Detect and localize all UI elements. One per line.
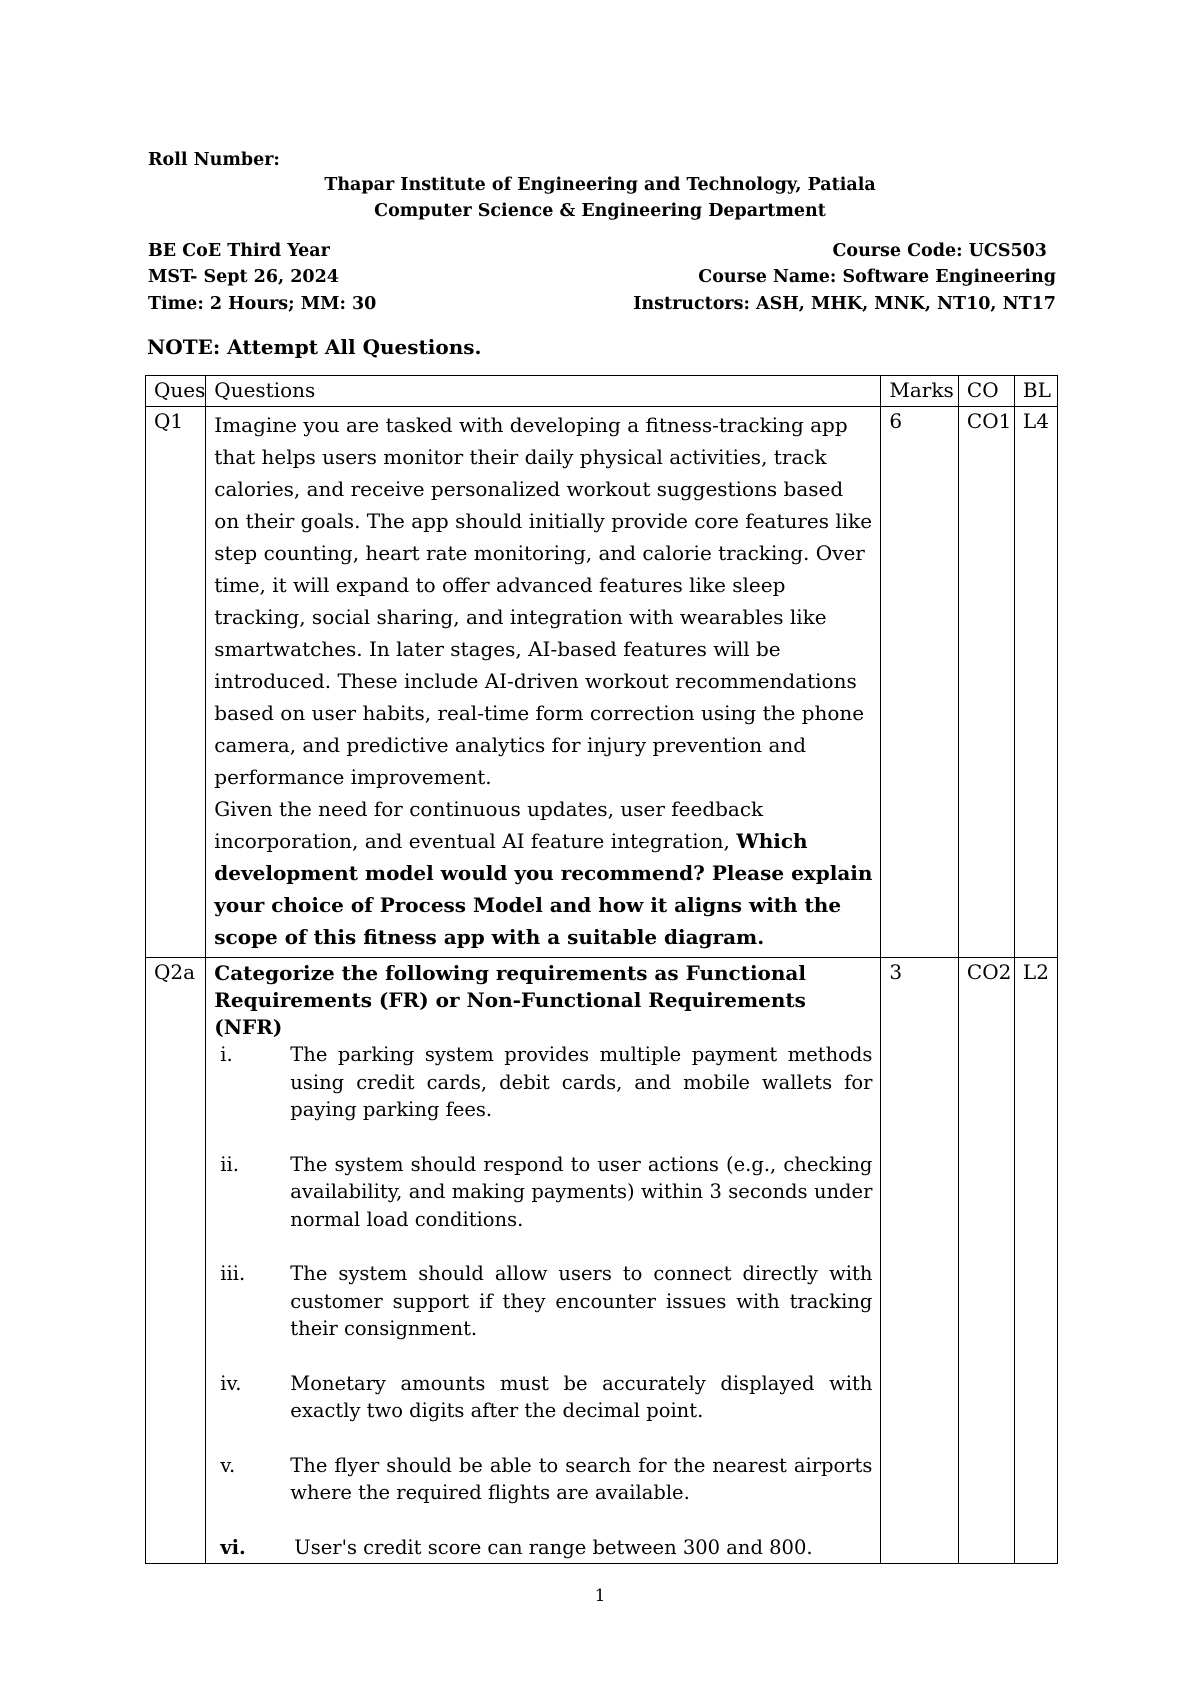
q1-body: Imagine you are tasked with developing a fitness-tracking app that helps users monitor their daily physical activities, track calories, and receive personalized workout suggestions based on their goals. The app should initially provide core features like step counting, heart rate monitoring, and calorie tracking. Over time, it will expand to offer advanced features like sleep tracking, social sharing, and integration with wearables like smartwatches. In later stages, AI-based features will be introduced. These include AI-driven workout recommendations based on user habits, real-time form correction using the phone camera, and predictive analytics for injury prevention and performance improvement. — [214, 413, 873, 789]
department-name: Computer Science & Engineering Department — [374, 201, 826, 221]
table-row-q1 — [146, 407, 1058, 958]
institute-name: Thapar Institute of Engineering and Technology, Patiala — [324, 175, 876, 195]
q2a-title: Categorize the following requirements as Functional Requirements (FR) or Non-Functional Requirements (NFR) — [214, 961, 806, 1039]
header-bl: BL — [1014, 376, 1057, 407]
q1-text — [206, 407, 881, 958]
q2a-list — [214, 1041, 872, 1561]
q2a-id: Q2a — [146, 958, 206, 1564]
list-item: v. The flyer should be able to search for the nearest airports where the required flights are available. — [220, 1453, 873, 1504]
exam-date: MST- Sept 26, 2024 — [148, 267, 339, 287]
q2a-bl: L2 — [1014, 958, 1057, 1564]
q2a-marks: 3 — [881, 958, 959, 1564]
header-co: CO — [958, 376, 1014, 407]
q1-marks: 6 — [881, 407, 959, 958]
instructors: Instructors: ASH, MHK, MNK, NT10, NT17 — [633, 294, 1056, 314]
course-code: Course Code: UCS503 — [832, 241, 1047, 261]
table-header-row — [146, 376, 1058, 407]
q1-body-2: Given the need for continuous updates, user feedback incorporation, and eventual AI feature integration, — [214, 797, 764, 853]
q1-id: Q1 — [146, 407, 206, 958]
list-item: iv. Monetary amounts must be accurately displayed with exactly two digits after the decimal point. — [220, 1371, 873, 1422]
program-info: BE CoE Third Year — [148, 241, 330, 261]
q1-co: CO1 — [958, 407, 1014, 958]
q2a-co: CO2 — [958, 958, 1014, 1564]
q1-bold-question: Which development model would you recommend? Please explain your choice of Process Model and how it aligns with the scope of this fitness app with a suitable diagram. — [214, 829, 873, 949]
q2a-text — [206, 958, 881, 1564]
list-item: i. The parking system provides multiple payment methods using credit cards, debit cards, and mobile wallets for paying parking fees. — [220, 1043, 873, 1121]
roll-number-label: Roll Number: — [148, 150, 280, 170]
list-item: ii. The system should respond to user actions (e.g., checking availability, and making payments) within 3 seconds under normal load conditions. — [220, 1152, 873, 1231]
table-row-q2a — [146, 958, 1058, 1564]
header-ques: Ques — [146, 376, 206, 407]
course-name: Course Name: Software Engineering — [698, 267, 1056, 287]
page-number: 1 — [594, 1586, 606, 1606]
header-marks: Marks — [881, 376, 959, 407]
list-item: vi. User's credit score can range between 300 and 800. — [220, 1535, 813, 1559]
time-marks: Time: 2 Hours; MM: 30 — [148, 294, 377, 314]
header-questions: Questions — [206, 376, 881, 407]
question-table — [145, 375, 1058, 1564]
q1-bl: L4 — [1014, 407, 1057, 958]
list-item: iii. The system should allow users to connect directly with customer support if they encounter issues with tracking their consignment. — [220, 1262, 873, 1340]
note: NOTE: Attempt All Questions. — [147, 335, 482, 359]
